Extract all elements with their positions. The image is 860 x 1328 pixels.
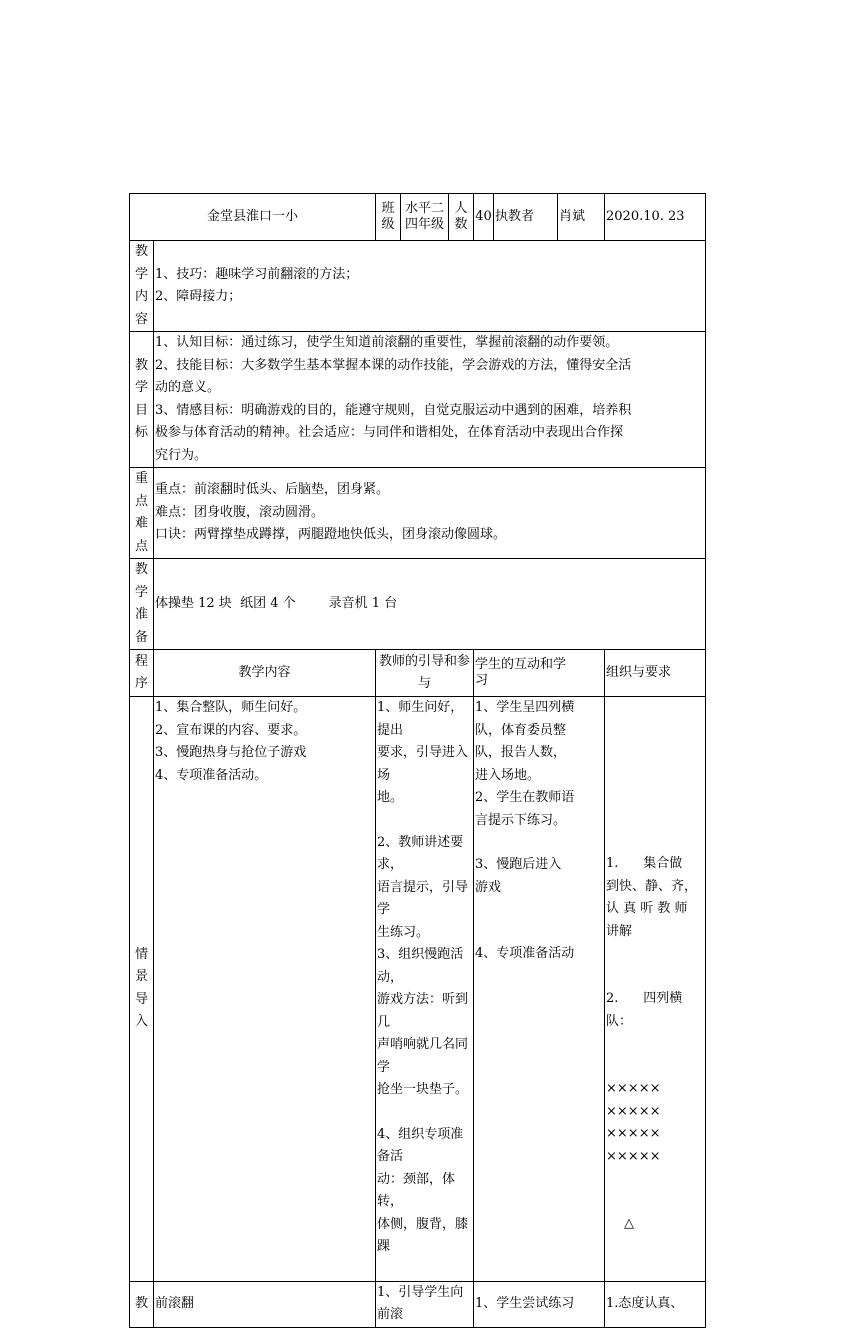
teacher-name: 肖斌 (558, 194, 605, 241)
basic-org: 1.态度认真、 (605, 1281, 706, 1327)
lesson-plan (129, 193, 705, 1328)
intro-teacher: 1、师生问好，提出 要求，引导进入场 地。 2、教师讲述要求， 语言提示，引导学 生练习。 3、组织慢跑活动， 游戏方法：听到几 声哨响就几名同学 抢坐一块垫子。 4、组织专项准备活 动：颈部，体转， 体侧，腹背，膝踝 (376, 697, 474, 1282)
header-row (130, 194, 706, 241)
col-seq: 程 序 (130, 650, 154, 697)
intro-content: 1、集合整队，师生问好。 2、宣布课的内容、要求。 3、慢跑热身与抢位子游戏 4、专项准备活动。 (154, 697, 376, 1282)
prep-label: 教 学 准 备 (130, 559, 154, 650)
col-content: 教学内容 (154, 650, 376, 697)
basic-student: 1、学生尝试练习 (474, 1281, 605, 1327)
intro-label: 情 景 导 入 (130, 697, 154, 1282)
intro-row (130, 697, 706, 1282)
intro-org: 1. 集合做 到快、静、齐， 认 真 听 教 师 讲解 2. 四列横 队： ××××× ××××× ××××× ××××× △ (605, 697, 706, 1282)
column-header-row (130, 650, 706, 697)
class-label: 班 级 (376, 194, 401, 241)
school-name: 金堂县淮口一小 (130, 194, 376, 241)
goals-label: 教 学 目 标 (130, 332, 154, 468)
basic-content: 前滚翻 (154, 1281, 376, 1327)
content-label: 教 学 内 容 (130, 241, 154, 332)
content-text: 1、技巧：趣味学习前翻滚的方法； 2、障碍接力； (154, 241, 706, 332)
goals-text: 1、认知目标：通过练习，使学生知道前滚翻的重要性，掌握前滚翻的动作要领。 2、技能目标：大多数学生基本掌握本课的动作技能，学会游戏的方法，懂得安全活 动的意义。 3、情感目标：明确游戏的目的，能遵守规则，自觉克服运动中遇到的困难，培养积 极参与体育活动的精神。社会适应：与同伴和谐相处，在体育活动中表现出合作探 究行为。 (154, 332, 706, 468)
lesson-plan-table (129, 193, 706, 1328)
lesson-date: 2020.10. 23 (605, 194, 706, 241)
keypoints-text: 重点：前滚翻时低头、后脑垫，团身紧。 难点：团身收腹，滚动圆滑。 口诀：两臂撑垫成蹲撑，两腿蹬地快低头，团身滚动像圆球。 (154, 468, 706, 559)
teacher-position-triangle: △ (624, 1216, 635, 1231)
col-student: 学生的互动和学 习 (474, 650, 605, 697)
col-teacher: 教师的引导和参与 (376, 650, 474, 697)
col-org: 组织与要求 (605, 650, 706, 697)
keypoints-row (130, 468, 706, 559)
count-label: 人 数 (449, 194, 474, 241)
intro-student: 1、学生呈四列横 队，体育委员整 队，报告人数， 进入场地。 2、学生在教师语 言提示下练习。 3、慢跑后进入 游戏 4、专项准备活动 (474, 697, 605, 1282)
content-row (130, 241, 706, 332)
goals-row (130, 332, 706, 468)
basic-label: 教 (130, 1281, 154, 1327)
basic-teacher: 1、引导学生向前滚 (376, 1281, 474, 1327)
count-value: 40 (474, 194, 494, 241)
keypoints-label: 重 点 难 点 (130, 468, 154, 559)
class-value: 水平二 四年级 (401, 194, 449, 241)
basic-row (130, 1281, 706, 1327)
teacher-label: 执教者 (494, 194, 558, 241)
prep-row (130, 559, 706, 650)
prep-text: 体操垫 12 块 纸团 4 个 录音机 1 台 (154, 559, 706, 650)
